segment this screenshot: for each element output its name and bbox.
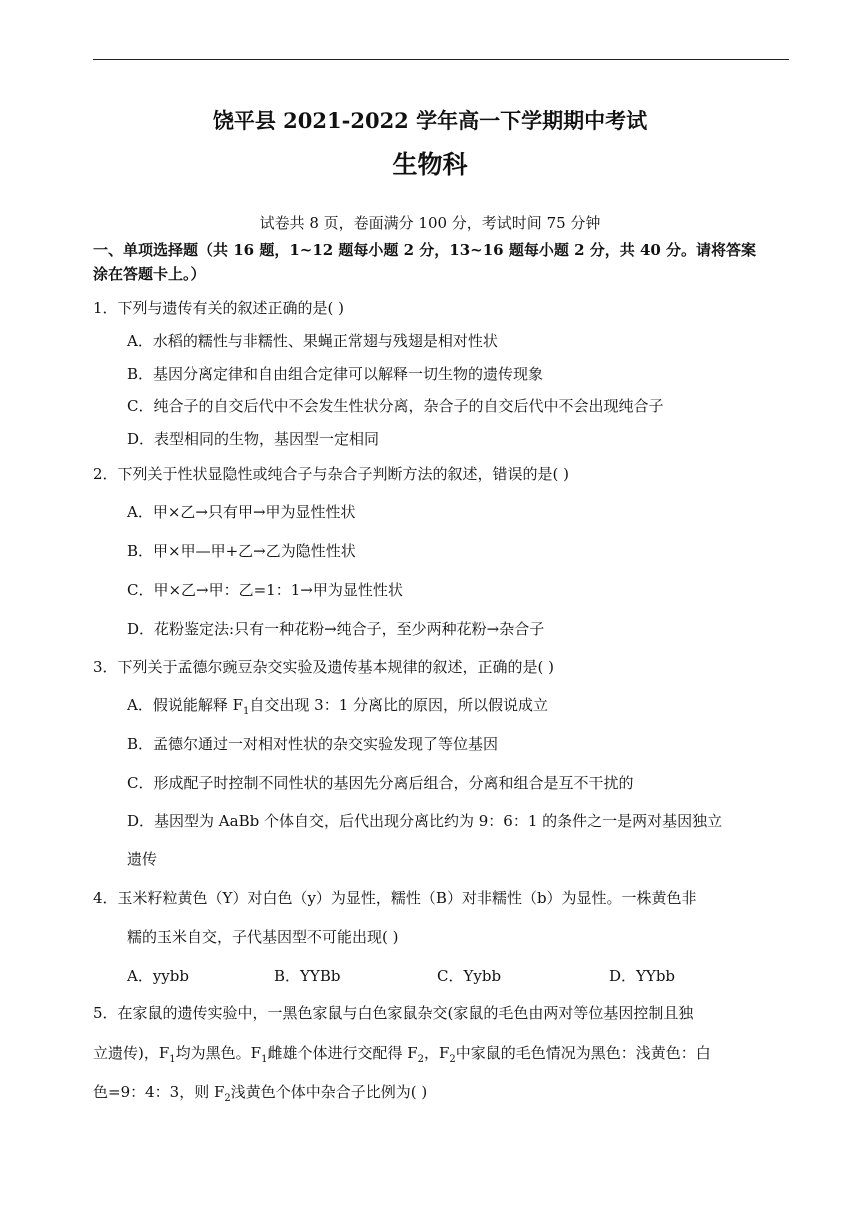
exam-info: 试卷共 8 页，卷面满分 100 分，考试时间 75 分钟 <box>259 214 601 232</box>
question-3-stem: 3．下列关于孟德尔豌豆杂交实验及遗传基本规律的叙述，正确的是( ) <box>93 658 555 676</box>
question-4-stem-line2: 糯的玉米自交，子代基因型不可能出现( ) <box>127 928 399 946</box>
section-heading-line2: 涂在答题卡上。） <box>93 265 206 283</box>
question-3-option-b: B．孟德尔通过一对相对性状的杂交实验发现了等位基因 <box>127 735 499 753</box>
question-1-option-c: C．纯合子的自交后代中不会发生性状分离，杂合子的自交后代中不会出现纯合子 <box>127 397 664 415</box>
question-1-option-d: D．表型相同的生物，基因型一定相同 <box>127 430 380 448</box>
question-4-stem-line1: 4．玉米籽粒黄色（Y）对白色（y）为显性，糯性（B）对非糯性（b）为显性。一株黄色非 <box>93 889 697 907</box>
question-3-option-d-line2: 遗传 <box>127 850 158 868</box>
question-2-stem: 2．下列关于性状显隐性或纯合子与杂合子判断方法的叙述，错误的是( ) <box>93 465 570 483</box>
header-rule <box>93 59 789 60</box>
question-3-option-c: C．形成配子时控制不同性状的基因先分离后组合，分离和组合是互不干扰的 <box>127 774 634 792</box>
section-heading-line1: 一、单项选择题（共 16 题，1~12 题每小题 2 分，13~16 题每小题 2 分，共 40 分。请将答案 <box>93 241 757 259</box>
question-3-option-d-line1: D．基因型为 AaBb 个体自交，后代出现分离比约为 9：6：1 的条件之一是两对基因独立 <box>127 812 723 830</box>
question-1-option-b: B．基因分离定律和自由组合定律可以解释一切生物的遗传现象 <box>127 365 544 383</box>
question-5-stem-line3: 色=9：4：3，则 $F_2$浅黄色个体中杂合子比例为( ) <box>93 1083 428 1104</box>
question-2-option-c: C．甲×乙→甲：乙=1：1→甲为显性性状 <box>127 581 403 599</box>
question-4-option-b: B．YYBb <box>274 967 341 985</box>
question-5-stem-line2: 立遗传)，$F_1$均为黑色。$F_1$雌雄个体进行交配得 $F_2$，$F_2$中家鼠的毛色情况为黑色：浅黄色：白 <box>93 1044 711 1065</box>
question-4-option-a: A．yybb <box>127 967 189 985</box>
question-5-stem-line1: 5．在家鼠的遗传实验中，一黑色家鼠与白色家鼠杂交(家鼠的毛色由两对等位基因控制且独 <box>93 1004 694 1022</box>
question-1-stem: 1．下列与遗传有关的叙述正确的是( ) <box>93 299 345 317</box>
question-4-option-d: D．YYbb <box>609 967 676 985</box>
exam-subject: 生物科 <box>392 150 468 179</box>
question-3-option-a: A．假说能解释 $F_1$自交出现 3：1 分离比的原因，所以假说成立 <box>127 696 549 717</box>
exam-title: 饶平县 2021-2022 学年高一下学期期中考试 <box>212 108 648 133</box>
question-2-option-a: A．甲×乙→只有甲→甲为显性性状 <box>127 503 356 521</box>
question-4-option-c: C．Yybb <box>437 967 502 985</box>
question-2-option-b: B．甲×甲—甲+乙→乙为隐性性状 <box>127 542 356 560</box>
question-2-option-d: D．花粉鉴定法:只有一种花粉→纯合子，至少两种花粉→杂合子 <box>127 620 545 638</box>
question-1-option-a: A．水稻的糯性与非糯性、果蝇正常翅与残翅是相对性状 <box>127 332 498 350</box>
